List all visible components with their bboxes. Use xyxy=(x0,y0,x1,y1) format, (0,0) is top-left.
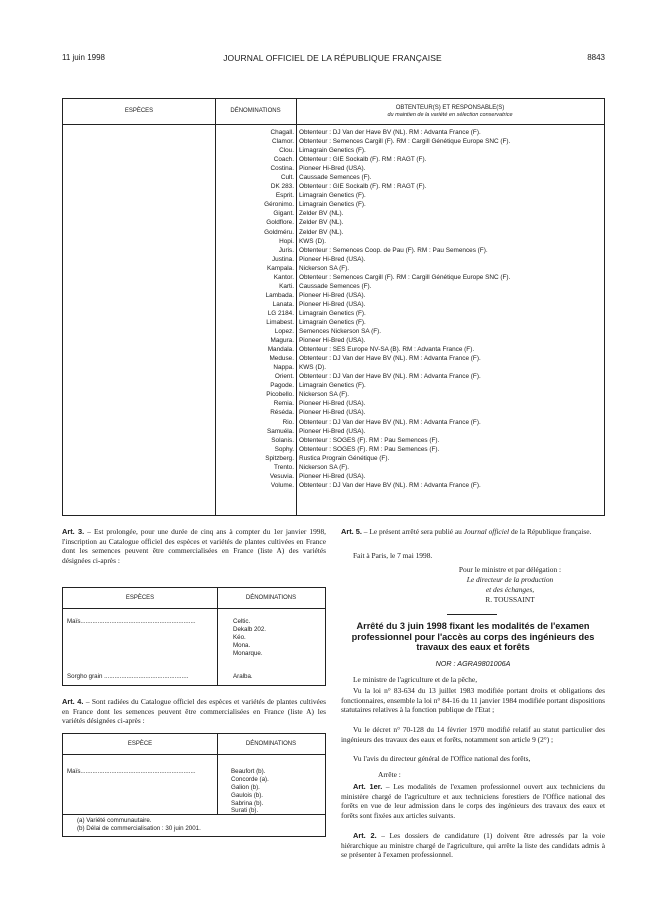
sorgho-value: Aralba. xyxy=(233,673,253,680)
obtenteur-cell: Obtenteur : Semences Cargill (F). RM : Cargill Génétique Europe SNC (F). xyxy=(299,138,511,146)
arrete-title: Arrêté du 3 juin 1998 fixant les modalités de l'examen professionnel pour l'accès au corps des ingénieurs des travaux des eaux et forêts xyxy=(351,621,595,652)
obtenteur-cell: Obtenteur : GIE Sockalb (F). RM : RAGT (F). xyxy=(299,156,427,164)
denomination-cell: Lambada. xyxy=(265,291,294,299)
removed-varieties-table xyxy=(62,733,326,837)
removed-value-3: Galion (b). xyxy=(231,784,260,791)
header-date: 11 juin 1998 xyxy=(62,53,105,62)
obtenteur-cell: Obtenteur : DJ Van der Have BV (NL). RM : Advanta France (F). xyxy=(299,418,481,426)
obtenteur-cell: Semences Nickerson SA (F). xyxy=(299,328,382,336)
header-denominations: DÉNOMINATIONS xyxy=(245,595,297,601)
article-3-text: – Est prolongée, pour une durée de cinq ans à compter du 1er janvier 1998, l'inscription au Catalogue officiel des espèces et variétés de plantes cultivées en France dont les semences peuvent être commercialisées en France (liste A) des variétés désignées ci-après : xyxy=(62,527,327,565)
arrete-paragraph-2: Vu la loi n° 83-634 du 13 juillet 1983 modifiée portant droits et obligations des fonctionnaires, ensemble la loi n° 84-16 du 11 janvier 1984 modifiée portant dispositions statutaires relatives à la fonction publique de l'Etat ; xyxy=(341,686,605,715)
denomination-cell: Spitzberg. xyxy=(265,454,294,462)
obtenteur-cell: Zelder BV (NL). xyxy=(299,210,344,218)
obtenteur-cell: Limagrain Genetics (F). xyxy=(299,309,366,317)
leader-dots: ................................................................... xyxy=(80,618,196,625)
denomination-cell: Chagall. xyxy=(270,129,294,136)
species-mais-label: Maïs xyxy=(67,768,81,775)
footnote-a: (a) Variété communautaire. xyxy=(77,817,152,824)
leader-dots: ................................................................... xyxy=(80,768,196,775)
denomination-cell: Goldflore. xyxy=(266,219,294,227)
denomination-cell: Réséda. xyxy=(270,409,294,417)
obtenteur-cell: Limagrain Genetics (F). xyxy=(299,192,366,200)
denomination-cell: Géronimo. xyxy=(264,201,294,209)
obtenteur-cell: Nickerson SA (F). xyxy=(299,463,350,471)
header-obtenteur-subtitle: du maintien de la variété en sélection conservatrice xyxy=(387,111,513,118)
arrete-paragraph-1: Le ministre de l'agriculture et de la pêche, xyxy=(353,675,478,684)
mais-value-3: Kéo. xyxy=(233,634,246,641)
arrete-paragraph-3: Vu le décret n° 70-128 du 14 février 1970 modifié relatif au statut particulier des ingénieurs des travaux des eaux et forêts, notamment son article 9 (2°) ; xyxy=(341,725,605,744)
obtenteur-cell: Zelder BV (NL). xyxy=(299,228,344,236)
denomination-cell: LG 2184. xyxy=(267,309,294,317)
obtenteur-cell: Obtenteur : GIE Sockalb (F). RM : RAGT (F). xyxy=(299,183,427,191)
obtenteur-cell: Pioneer Hi-Bred (USA). xyxy=(299,427,366,435)
article-5-label: Art. 5. xyxy=(341,527,362,536)
obtenteur-cell: Pioneer Hi-Bred (USA). xyxy=(299,472,366,480)
denomination-cell: Kantor. xyxy=(273,273,294,281)
article-5-journal: Journal officiel xyxy=(463,527,510,536)
species-mais xyxy=(67,768,213,776)
obtenteur-cell: Obtenteur : SES Europe NV-SA (B). RM : Advanta France (F). xyxy=(299,346,475,354)
denomination-cell: Orient. xyxy=(274,373,294,381)
signature-for-minister: Pour le ministre et par délégation : xyxy=(458,565,562,574)
denomination-cell: Picobello. xyxy=(266,391,294,399)
article-4-text: – Sont radiées du Catalogue officiel des espèces et variétés de plantes cultivées en France dont les semences peuvent être commercialisées en France (liste A) les variétés désignées ci-après : xyxy=(62,697,326,726)
denomination-cell: Karti. xyxy=(279,282,294,290)
denominations-column xyxy=(224,128,294,490)
removed-value-6: Surati (b). xyxy=(231,807,259,814)
denomination-cell: Kampala. xyxy=(267,264,294,272)
denomination-cell: Clamor. xyxy=(271,138,294,146)
mais-value-5: Monarque. xyxy=(233,650,263,657)
signature-place-date: Fait à Paris, le 7 mai 1998. xyxy=(353,551,433,560)
leader-dots: ................................................. xyxy=(104,673,189,680)
obtenteur-cell: Rustica Prograin Génétique (F). xyxy=(299,454,390,462)
obtenteur-cell: Obtenteur : SOGES (F). RM : Pau Semences (F). xyxy=(299,445,440,453)
obtenteur-cell: Pioneer Hi-Bred (USA). xyxy=(299,165,366,173)
notes-divider xyxy=(63,814,325,815)
obtenteur-cell: Nickerson SA (F). xyxy=(299,391,350,399)
denomination-cell: Solanis. xyxy=(271,436,294,444)
arrete-article-1-text: – Les modalités de l'examen professionnel ouvert aux techniciens du ministère chargé de l'agriculture et aux techniciens forestiers de l'Office national des forêts en vue de leur admission dans le corps des ingénieurs des travaux des eaux et forêts sont fixées aux articles suivants. xyxy=(341,782,605,820)
column-divider xyxy=(296,99,297,515)
obtenteur-cell: Obtenteur : DJ Van der Have BV (NL). RM : Advanta France (F). xyxy=(299,481,481,489)
denomination-cell: Justina. xyxy=(271,255,294,263)
header-divider xyxy=(63,124,604,125)
mais-value-1: Celtic. xyxy=(233,618,251,625)
arrete-article-2-label: Art. 2. xyxy=(353,831,377,840)
footnote-b: (b) Délai de commercialisation : 30 juin 2001. xyxy=(77,825,201,832)
header-denominations: DÉNOMINATIONS xyxy=(230,108,281,115)
denomination-cell: Hopi. xyxy=(279,237,294,245)
denomination-cell: Gigant. xyxy=(273,210,294,218)
obtenteur-cell: Obtenteur : DJ Van der Have BV (NL). RM : Advanta France (F). xyxy=(299,373,481,381)
header-denominations: DÉNOMINATIONS xyxy=(245,741,297,747)
obtenteur-cell: Obtenteur : SOGES (F). RM : Pau Semences (F). xyxy=(299,436,440,444)
article-3 xyxy=(62,527,326,565)
arrete-paragraph-4: Vu l'avis du directeur général de l'Office national des forêts, xyxy=(353,754,531,763)
denomination-cell: Lopez. xyxy=(274,328,294,336)
column-divider xyxy=(215,99,216,515)
header-divider xyxy=(63,608,325,609)
removed-value-4: Gaulois (b). xyxy=(231,792,263,799)
obtenteur-cell: Limagrain Genetics (F). xyxy=(299,318,366,326)
denomination-cell: DK 283. xyxy=(270,183,294,191)
obtenteur-cell: Pioneer Hi-Bred (USA). xyxy=(299,300,366,308)
article-4 xyxy=(62,697,326,726)
denomination-cell: Rio. xyxy=(282,418,294,426)
denomination-cell: Remia. xyxy=(273,400,294,408)
denomination-cell: Volume. xyxy=(270,481,294,489)
denomination-cell: Magura. xyxy=(270,337,294,345)
obtenteur-cell: Caussade Semences (F). xyxy=(299,174,372,182)
arrete-word: Arrête : xyxy=(378,770,401,779)
obtenteur-cell: Obtenteur : Semences Coop. de Pau (F). RM : Pau Semences (F). xyxy=(299,246,488,254)
signature-name: R. TOUSSAINT xyxy=(485,595,535,604)
arrete-article-1 xyxy=(341,782,605,820)
obtenteur-column xyxy=(299,128,604,490)
obtenteur-cell: Limagrain Genetics (F). xyxy=(299,201,366,209)
denomination-cell: Mandala. xyxy=(267,346,294,354)
obtenteur-cell: Pioneer Hi-Bred (USA). xyxy=(299,400,366,408)
denomination-cell: Juris. xyxy=(278,246,294,254)
denomination-cell: Costina. xyxy=(270,165,294,173)
header-especes: ESPÈCES xyxy=(125,595,155,601)
header-journal-title: JOURNAL OFFICIEL DE LA RÉPUBLIQUE FRANÇAISE xyxy=(223,53,442,63)
denomination-cell: Goldméru. xyxy=(264,228,294,236)
obtenteur-cell: Nickerson SA (F). xyxy=(299,264,350,272)
denomination-cell: Samuéla. xyxy=(267,427,294,435)
denomination-cell: Lanata. xyxy=(272,300,294,308)
article-4-label: Art. 4. xyxy=(62,697,84,706)
arrete-article-2 xyxy=(341,831,605,860)
removed-value-1: Beaufort (b). xyxy=(231,768,266,775)
removed-value-5: Sabrina (b). xyxy=(231,800,264,807)
signature-director-line-2: et des échanges, xyxy=(485,585,535,594)
obtenteur-cell: Obtenteur : DJ Van der Have BV (NL). RM : Advanta France (F). xyxy=(299,355,481,363)
obtenteur-cell: Pioneer Hi-Bred (USA). xyxy=(299,409,366,417)
species-sorgho-label: Sorgho grain xyxy=(67,673,103,680)
obtenteur-cell: Limagrain Genetics (F). xyxy=(299,382,366,390)
arrete-nor: NOR : AGRA9801006A xyxy=(435,659,511,668)
obtenteur-cell: KWS (D). xyxy=(299,364,326,372)
article-3-label: Art. 3. xyxy=(62,527,85,536)
signature-director-line-1: Le directeur de la production xyxy=(466,575,554,584)
arrete-article-2-text: – Les dossiers de candidature (1) doivent être adressés par la voie hiérarchique au ministre chargé de l'agriculture, qui arrête la liste des candidats admis à se présenter à l'examen professionnel. xyxy=(341,831,606,860)
obtenteur-cell: Pioneer Hi-Bred (USA). xyxy=(299,337,366,345)
denomination-cell: Cult. xyxy=(280,174,294,182)
species-mais xyxy=(67,618,213,626)
header-espece: ESPÈCE xyxy=(127,741,153,747)
mais-value-2: Dekalb 202. xyxy=(233,626,267,633)
denomination-cell: Clou. xyxy=(279,147,294,155)
mais-value-4: Mona. xyxy=(233,642,251,649)
species-sorgho xyxy=(67,673,213,681)
denomination-cell: Nappa. xyxy=(273,364,294,372)
header-especes: ESPÈCES xyxy=(124,108,154,115)
prolonged-varieties-table xyxy=(62,587,326,686)
denomination-cell: Trento. xyxy=(273,463,294,471)
varieties-table xyxy=(62,98,605,516)
header-obtenteur-title: OBTENTEUR(S) ET RESPONSABLE(S) xyxy=(395,105,505,112)
denomination-cell: Pagode. xyxy=(270,382,294,390)
obtenteur-cell: KWS (D). xyxy=(299,237,326,245)
header-divider xyxy=(63,754,325,755)
denomination-cell: Vesuvia. xyxy=(269,472,294,480)
obtenteur-cell: Zelder BV (NL). xyxy=(299,219,344,227)
column-divider xyxy=(217,588,218,685)
obtenteur-cell: Caussade Semences (F). xyxy=(299,282,372,290)
obtenteur-cell: Obtenteur : Semences Cargill (F). RM : Cargill Génétique Europe SNC (F). xyxy=(299,273,511,281)
removed-value-2: Concorde (a). xyxy=(231,776,269,783)
article-5-text-before: – Le présent arrêté sera publié au xyxy=(361,527,464,536)
obtenteur-cell: Pioneer Hi-Bred (USA). xyxy=(299,291,366,299)
species-mais-label: Maïs xyxy=(67,618,81,625)
arrete-article-1-label: Art. 1er. xyxy=(353,782,383,791)
obtenteur-cell: Obtenteur : DJ Van der Have BV (NL). RM : Advanta France (F). xyxy=(299,129,481,136)
denomination-cell: Limabest. xyxy=(266,318,294,326)
obtenteur-cell: Limagrain Genetics (F). xyxy=(299,147,366,155)
header-page-number: 8843 xyxy=(587,53,605,62)
denomination-cell: Sophy. xyxy=(274,445,294,453)
denomination-cell: Meduse. xyxy=(269,355,294,363)
article-5-text-after: de la République française. xyxy=(509,527,592,536)
denomination-cell: Esprit. xyxy=(275,192,294,200)
obtenteur-cell: Pioneer Hi-Bred (USA). xyxy=(299,255,366,263)
separator-rule xyxy=(447,614,497,615)
header-obtenteur xyxy=(296,99,604,124)
article-5 xyxy=(341,527,605,537)
denomination-cell: Coach. xyxy=(273,156,294,164)
